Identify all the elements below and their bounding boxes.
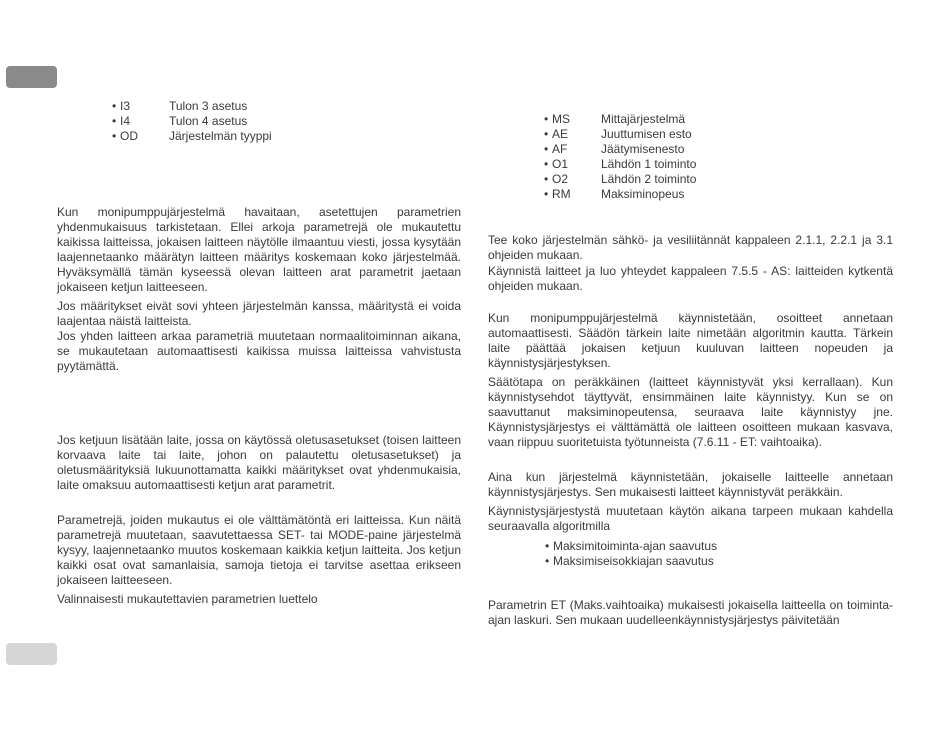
list-item: • MS Mittajärjestelmä [544, 112, 686, 126]
paragraph: Jos määritykset eivät sovi yhteen järjestelmän kanssa, määritystä ei voida laajentaa näistä laitteista. [57, 299, 461, 328]
list-item: • I4 Tulon 4 asetus [112, 114, 248, 128]
algorithm-list [545, 539, 717, 569]
paragraph: Käynnistä laitteet ja luo yhteydet kappaleen 7.5.5 - AS: laitteiden kytkentä ohjeiden mukaan. [488, 264, 893, 293]
list-item: • AF Jäätymisenesto [544, 142, 685, 156]
paragraph: Säätötapa on peräkkäinen (laitteet käynnistyvät yksi kerrallaan). Kun käynnistysehdot täyttyvät, ensimmäinen laite käynnistyy. Kun se on saavuttanut maksiminopeutensa, seuraava laite käynnistyy jne. Käynnistysjärjestys ei välttämättä ole laitteen osoitteen mukaan kasvava, vaan riippuu suoritetuista työtunneista (7.6.11 - ET: vaihtoaika). [488, 375, 893, 449]
paragraph: Jos yhden laitteen arkaa parametriä muutetaan normaalitoiminnan aikana, se mukautetaan automaattisesti kaikissa muissa laitteissa vahvistusta pyytämättä. [57, 329, 461, 373]
paragraph: Käynnistysjärjestystä muutetaan käytön aikana tarpeen mukaan kahdella seuraavalla algoritmilla [488, 504, 893, 533]
paragraph: Parametrin ET (Maks.vaihtoaika) mukaisesti jokaisella laitteella on toiminta-ajan laskuri. Sen mukaan uudelleenkäynnistysjärjestys päivitetään [488, 598, 893, 627]
list-item: • Maksimiseisokkiajan saavutus [545, 554, 714, 568]
list-item: • RM Maksiminopeus [544, 187, 685, 201]
list-item: • OD Järjestelmän tyyppi [112, 129, 272, 143]
right-block-1 [488, 233, 893, 294]
left-block-1 [57, 205, 461, 374]
left-block-2 [57, 433, 461, 493]
right-block-3 [488, 470, 893, 534]
paragraph: Tee koko järjestelmän sähkö- ja vesiliitännät kappaleen 2.1.1, 2.2.1 ja 3.1 ohjeiden mukaan. [488, 233, 893, 262]
list-item: • I3 Tulon 3 asetus [112, 99, 248, 113]
page-tab-bottom [6, 643, 57, 665]
right-block-4 [488, 598, 893, 628]
list-item: • O1 Lähdön 1 toiminto [544, 157, 697, 171]
right-block-2 [488, 311, 893, 450]
left-block-3 [57, 513, 461, 607]
paragraph: Kun monipumppujärjestelmä käynnistetään, osoitteet annetaan automaattisesti. Säädön tärkein laite nimetään algoritmin kautta. Tärkein laite päättää jokaisen ketjuun kuuluvan laitteen nopeuden ja käynnistysjärjestyksen. [488, 311, 893, 370]
paragraph: Parametrejä, joiden mukautus ei ole välttämätöntä eri laitteissa. Kun näitä parametrejä muutetaan, saavutettaessa SET- tai MODE-paine järjestelmä kysyy, laajennetaanko muutos koskemaan kaikkia ketjun laitteita. Jos ketjun kaikki osat ovat samanlaisia, samoja tietoja ei tarvitse asettaa erikseen jokaiseen laitteeseen. [57, 513, 461, 587]
paragraph: Jos ketjuun lisätään laite, jossa on käytössä oletusasetukset (toisen laitteen korvaava laite tai laite, johon on palautettu oletusasetukset) ja oletusmäärityksiä lukuunottamatta kaikki määritykset ovat yhdenmukaisia, laite omaksuu automaattisesti ketjun arat parametrit. [57, 433, 461, 492]
list-item: • AE Juuttumisen esto [544, 127, 692, 141]
list-item: • Maksimitoiminta-ajan saavutus [545, 539, 718, 553]
paragraph: Kun monipumppujärjestelmä havaitaan, asetettujen parametrien yhdenmukaisuus tarkistetaan. Ellei arkoja parametrejä ole mukautettu kaikissa laitteissa, jokaisen laitteen näytölle ilmaantuu viesti, jossa kysytään laajennetaanko määrätyn laitteen määritys koskemaan koko järjestelmää. Hyväksymällä tämän kyseessä olevan laitteen arat parametrit jaetaan jokaiseen ketjun laitteeseen. [57, 205, 461, 294]
paragraph: Valinnaisesti mukautettavien parametrien luettelo [57, 592, 318, 606]
left-parameter-list [112, 99, 272, 144]
page-tab-top [6, 66, 57, 88]
paragraph: Aina kun järjestelmä käynnistetään, jokaiselle laitteelle annetaan käynnistysjärjestys. Sen mukaisesti laitteet käynnistyvät peräkkäin. [488, 470, 893, 499]
list-item: • O2 Lähdön 2 toiminto [544, 172, 697, 186]
right-parameter-list [544, 112, 696, 202]
